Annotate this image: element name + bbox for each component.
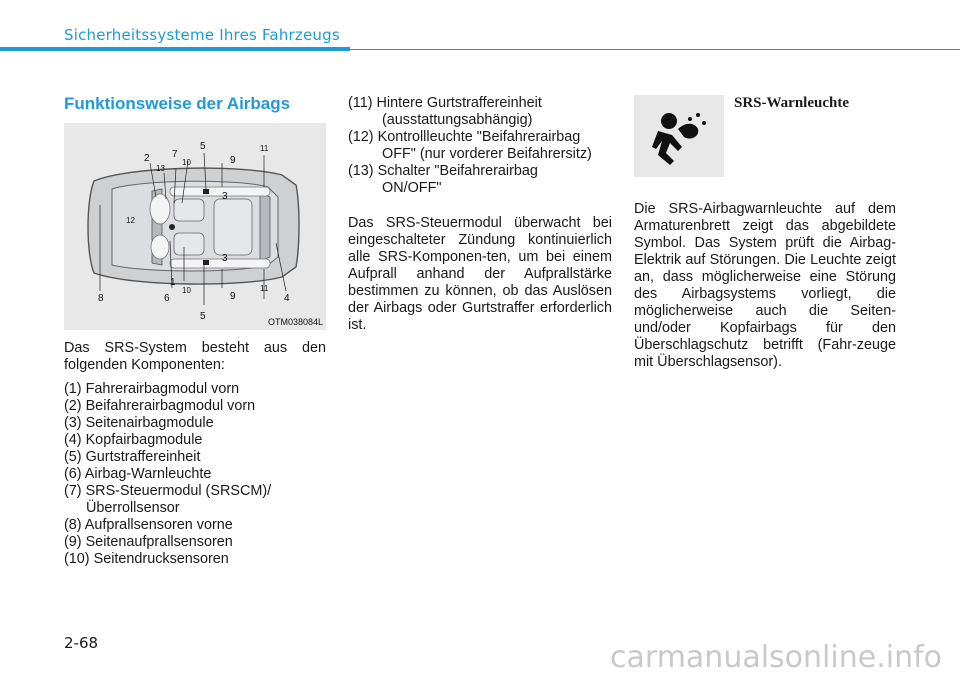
list-item: (3) Seitenairbagmodule bbox=[64, 415, 214, 431]
list-item: (4) Kopfairbagmodule bbox=[64, 432, 203, 448]
callout-3a: 3 bbox=[222, 191, 228, 202]
warning-paragraph: Die SRS-Airbagwarnleuchte auf dem Armaturenbrett zeigt das abgebildete Symbol. Das System prüft die Airbag-Elektrik auf Störungen. Die Leuchte zeigt an, dass möglicherweise eine Störung des Airbagsystems vorliegt, die möglicherweise auch die Seiten- und/oder Kopfairbags für den Überschlagschutz betrifft (Fahr-zeuge mit Überschlagsensor). bbox=[634, 201, 896, 370]
warning-title: SRS-Warnleuchte bbox=[734, 95, 850, 111]
list-item: (11) Hintere Gurtstraffereinheit (ausstattungsabhängig) bbox=[348, 95, 542, 128]
callout-11a: 11 bbox=[260, 144, 269, 153]
middle-column bbox=[348, 95, 612, 334]
list-item: (7) SRS-Steuermodul (SRSCM)/Überrollsensor bbox=[64, 483, 272, 516]
callout-9a: 9 bbox=[230, 155, 236, 166]
callout-5b: 5 bbox=[200, 311, 206, 322]
callout-10b: 10 bbox=[182, 286, 191, 295]
callout-12: 12 bbox=[126, 216, 135, 225]
callout-1: 1 bbox=[170, 277, 176, 288]
list-item: (2) Beifahrerairbagmodul vorn bbox=[64, 398, 256, 414]
callout-4: 4 bbox=[284, 293, 290, 304]
section-title: Funktionsweise der Airbags bbox=[64, 94, 291, 113]
page-number: 2-68 bbox=[64, 634, 99, 652]
watermark: carmanualsonline.info bbox=[610, 640, 942, 675]
callout-8: 8 bbox=[98, 293, 104, 304]
header-rule-thick bbox=[0, 47, 350, 51]
figure-code: OTM038084L bbox=[267, 317, 323, 327]
callout-9b: 9 bbox=[230, 291, 236, 302]
callout-3b: 3 bbox=[222, 253, 228, 264]
list-item: (10) Seitendrucksensoren bbox=[64, 551, 229, 567]
list-item: (9) Seitenaufprallsensoren bbox=[64, 534, 233, 550]
list-item: (6) Airbag-Warnleuchte bbox=[64, 466, 212, 482]
callout-11b: 11 bbox=[260, 284, 269, 293]
callout-6: 6 bbox=[164, 293, 170, 304]
callout-2: 2 bbox=[144, 153, 150, 164]
intro-paragraph: Das SRS-System besteht aus den folgenden Komponenten: bbox=[64, 340, 326, 373]
list-item: (13) Schalter "Beifahrerairbag ON/OFF" bbox=[348, 163, 538, 196]
callout-10a: 10 bbox=[182, 158, 191, 167]
airbag-warning-icon bbox=[634, 95, 724, 177]
left-column bbox=[64, 340, 326, 568]
warning-icon-box bbox=[634, 95, 724, 177]
callout-13: 13 bbox=[156, 164, 165, 173]
list-item: (12) Kontrollleuchte "Beifahrerairbag OFF" (nur vorderer Beifahrersitz) bbox=[348, 129, 592, 162]
header-rule-thin bbox=[350, 49, 960, 50]
callout-7: 7 bbox=[172, 149, 178, 160]
callout-5a: 5 bbox=[200, 141, 206, 152]
srs-paragraph: Das SRS-Steuermodul überwacht bei eingeschalteter Zündung kontinuierlich alle SRS-Komponen-ten, um bei einem Aufprall anhand der Aufprallstärke bestimmen zu können, ob das Auslösen der Airbags oder Gurtstraffer erforderlich ist. bbox=[348, 215, 612, 333]
airbag-diagram-figure bbox=[64, 123, 326, 330]
list-item: (5) Gurtstraffereinheit bbox=[64, 449, 201, 465]
header-title: Sicherheitssysteme Ihres Fahrzeugs bbox=[64, 26, 340, 44]
right-column bbox=[634, 201, 896, 371]
car-airbag-diagram bbox=[64, 123, 326, 330]
list-item: (1) Fahrerairbagmodul vorn bbox=[64, 381, 240, 397]
list-item: (8) Aufprallsensoren vorne bbox=[64, 517, 233, 533]
